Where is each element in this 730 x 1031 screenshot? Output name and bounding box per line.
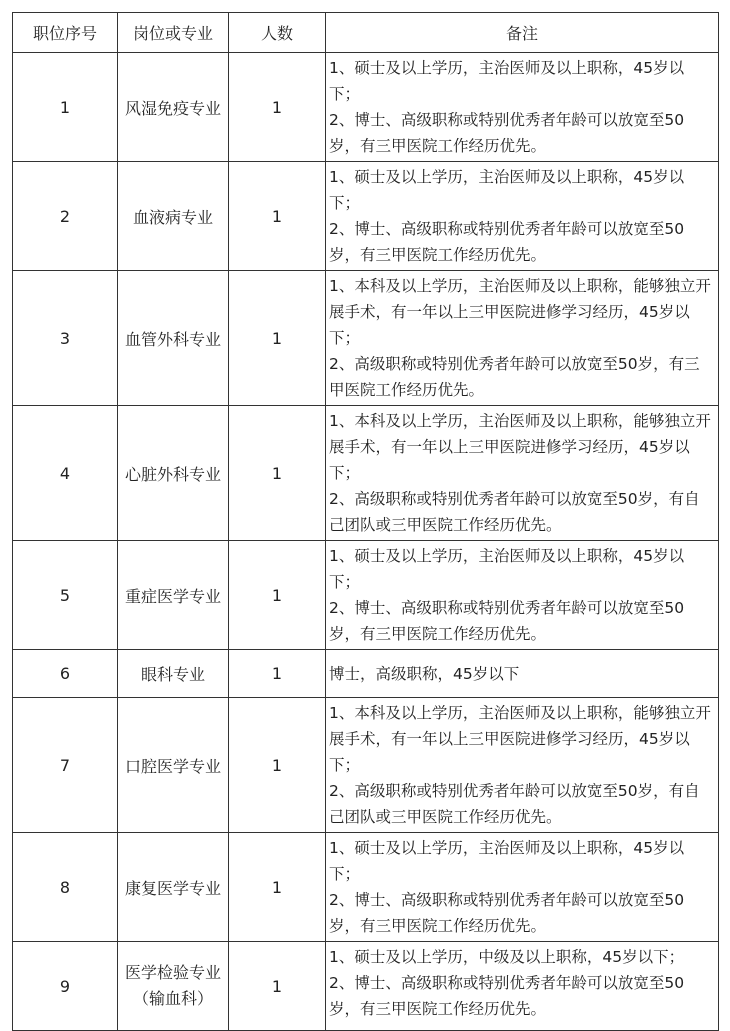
position-no: 8 <box>13 833 118 942</box>
position-note: 1、硕士及以上学历，主治医师及以上职称，45岁以下； 2、博士、高级职称或特别优秀者年龄可以放宽至50岁，有三甲医院工作经历优先。 <box>326 53 719 162</box>
header-row <box>13 13 719 53</box>
position-note: 1、本科及以上学历，主治医师及以上职称，能够独立开展手术，有一年以上三甲医院进修学习经历，45岁以下； 2、高级职称或特别优秀者年龄可以放宽至50岁，有自己团队或三甲医院工作经历优先。 <box>326 406 719 541</box>
position-no: 9 <box>13 942 118 1031</box>
position-count: 1 <box>229 942 326 1031</box>
position-name: 康复医学专业 <box>118 833 229 942</box>
position-name: 口腔医学专业 <box>118 698 229 833</box>
position-name: 心脏外科专业 <box>118 406 229 541</box>
position-no: 1 <box>13 53 118 162</box>
position-name: 眼科专业 <box>118 650 229 698</box>
header-count: 人数 <box>229 13 326 53</box>
header-note: 备注 <box>326 13 719 53</box>
position-no: 4 <box>13 406 118 541</box>
position-name: 血液病专业 <box>118 162 229 271</box>
position-note: 1、硕士及以上学历，主治医师及以上职称，45岁以下； 2、博士、高级职称或特别优秀者年龄可以放宽至50岁，有三甲医院工作经历优先。 <box>326 162 719 271</box>
position-name: 医学检验专业（输血科） <box>118 942 229 1031</box>
position-no: 2 <box>13 162 118 271</box>
position-no: 5 <box>13 541 118 650</box>
table-row <box>13 162 719 271</box>
position-note: 1、硕士及以上学历，主治医师及以上职称，45岁以下； 2、博士、高级职称或特别优秀者年龄可以放宽至50岁，有三甲医院工作经历优先。 <box>326 541 719 650</box>
position-count: 1 <box>229 406 326 541</box>
recruitment-table <box>12 12 719 1031</box>
table-row <box>13 406 719 541</box>
table-row <box>13 698 719 833</box>
position-note: 1、本科及以上学历，主治医师及以上职称，能够独立开展手术，有一年以上三甲医院进修学习经历，45岁以下； 2、高级职称或特别优秀者年龄可以放宽至50岁，有自己团队或三甲医院工作经历优先。 <box>326 698 719 833</box>
table-row <box>13 650 719 698</box>
position-count: 1 <box>229 833 326 942</box>
position-count: 1 <box>229 541 326 650</box>
table-row <box>13 833 719 942</box>
position-no: 7 <box>13 698 118 833</box>
table-row <box>13 942 719 1031</box>
position-note: 1、本科及以上学历，主治医师及以上职称，能够独立开展手术，有一年以上三甲医院进修学习经历，45岁以下； 2、高级职称或特别优秀者年龄可以放宽至50岁，有三甲医院工作经历优先。 <box>326 271 719 406</box>
position-count: 1 <box>229 53 326 162</box>
header-position-name: 岗位或专业 <box>118 13 229 53</box>
position-no: 3 <box>13 271 118 406</box>
position-note: 1、硕士及以上学历，中级及以上职称，45岁以下； 2、博士、高级职称或特别优秀者年龄可以放宽至50岁，有三甲医院工作经历优先。 <box>326 942 719 1031</box>
table-row <box>13 541 719 650</box>
position-count: 1 <box>229 650 326 698</box>
position-name: 风湿免疫专业 <box>118 53 229 162</box>
position-name: 重症医学专业 <box>118 541 229 650</box>
position-count: 1 <box>229 698 326 833</box>
position-no: 6 <box>13 650 118 698</box>
position-note: 博士，高级职称，45岁以下 <box>326 650 719 698</box>
position-count: 1 <box>229 162 326 271</box>
table-row <box>13 53 719 162</box>
table-row <box>13 271 719 406</box>
position-note: 1、硕士及以上学历，主治医师及以上职称，45岁以下； 2、博士、高级职称或特别优秀者年龄可以放宽至50岁，有三甲医院工作经历优先。 <box>326 833 719 942</box>
position-name: 血管外科专业 <box>118 271 229 406</box>
header-position-no: 职位序号 <box>13 13 118 53</box>
position-count: 1 <box>229 271 326 406</box>
